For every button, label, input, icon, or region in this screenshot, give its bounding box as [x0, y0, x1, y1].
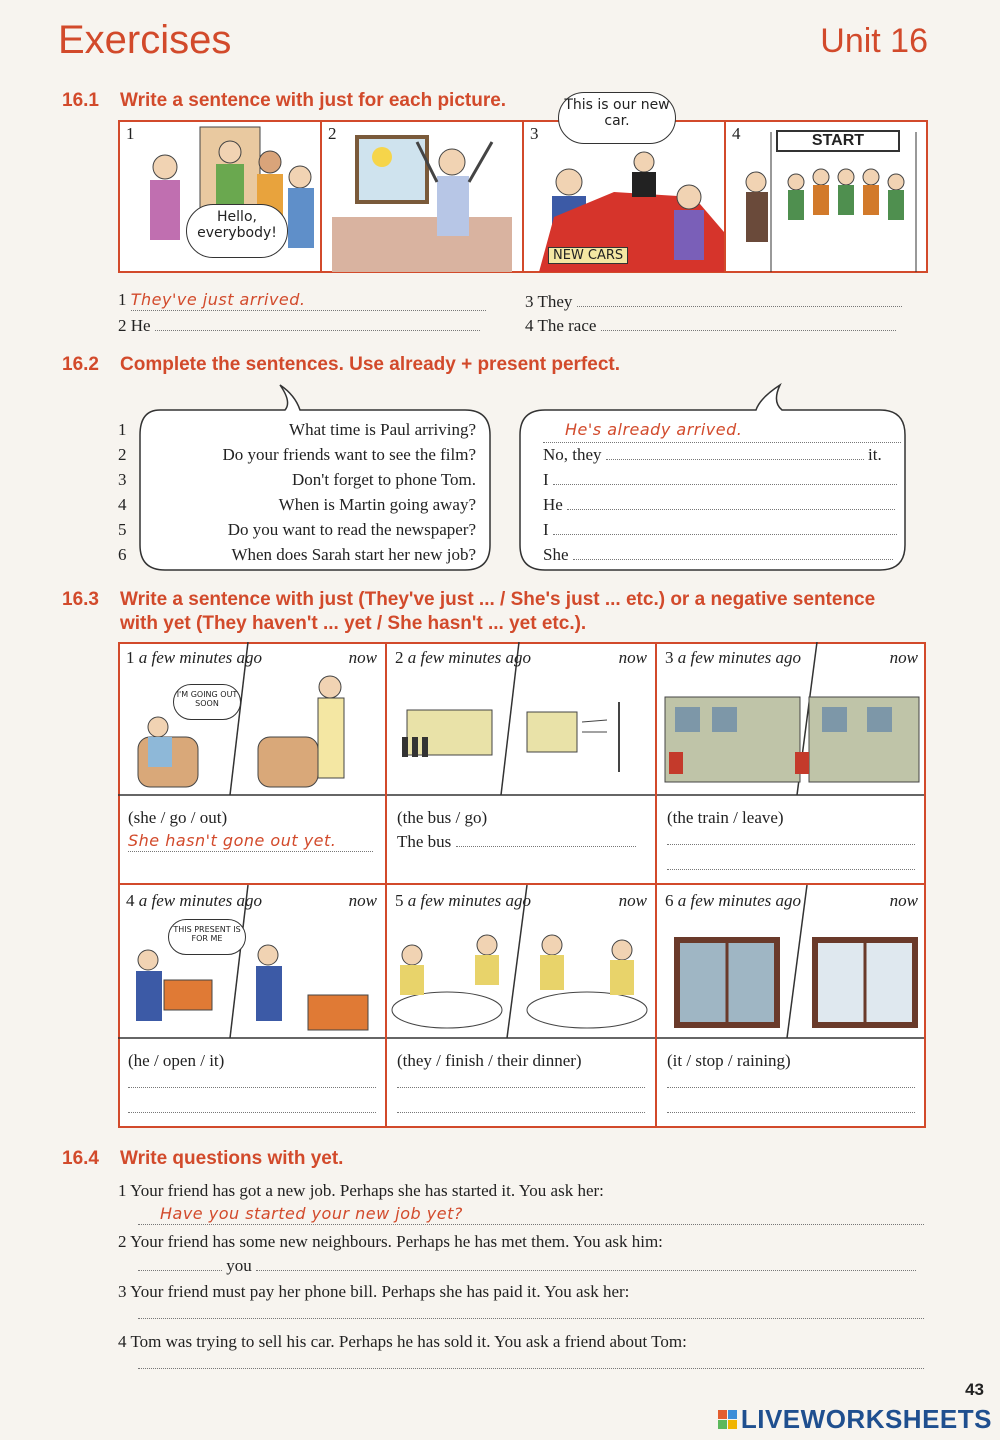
brand-name: LIVEWORKSHEETS: [740, 1404, 992, 1434]
brand-logo-icon: [718, 1410, 737, 1429]
answer-line[interactable]: They've just arrived.: [131, 290, 486, 311]
picture-2: 2: [322, 122, 524, 271]
answer-line[interactable]: [397, 1087, 645, 1088]
exercise-heading-16-1: 16.1 Write a sentence with just for each picture.: [62, 90, 507, 111]
answer-line[interactable]: [577, 306, 902, 307]
grid-cell-5: 5 a few minutes ago now (they / finish / their dinner): [387, 885, 657, 1128]
question-16-4-2: 2 Your friend has some new neighbours. Perhaps he has met them. You ask him:: [118, 1232, 663, 1251]
grid-cell-1: 1 a few minutes ago now I'M GOING OUT SOON (she / go / out) She hasn't gone out yet.: [118, 642, 387, 885]
answer-line[interactable]: [553, 484, 897, 485]
start-banner: START: [776, 130, 900, 152]
answer-line[interactable]: [128, 1112, 376, 1113]
liveworksheets-logo: [718, 1404, 992, 1435]
picture-1: 1 Hello, everybody!: [120, 122, 322, 271]
speech-bubble-present: THIS PRESENT IS FOR ME: [168, 919, 246, 955]
answer-line[interactable]: [138, 1368, 924, 1369]
exercise-heading-16-2: 16.2 Complete the sentences. Use already + present perfect.: [62, 354, 621, 375]
answer-line[interactable]: She hasn't gone out yet.: [128, 831, 373, 852]
grid-cell-3: 3 a few minutes ago now (the train / leave): [657, 642, 926, 885]
page-title: Exercises: [58, 18, 232, 62]
picture-4: 4 START: [726, 122, 926, 271]
grid-cell-2: 2 a few minutes ago now (the bus / go) The bus: [387, 642, 657, 885]
answer-line[interactable]: Have you started your new job yet?: [138, 1204, 924, 1225]
wakeup-illustration: [322, 122, 522, 272]
answer-line[interactable]: [573, 559, 893, 560]
unit-label: Unit 16: [820, 22, 928, 60]
exercise-heading-16-4: 16.4 Write questions with yet.: [62, 1148, 344, 1169]
new-cars-sign: NEW CARS: [548, 247, 628, 264]
answer-line[interactable]: [456, 846, 636, 847]
answer-line[interactable]: [256, 1270, 916, 1271]
answer-line[interactable]: [138, 1270, 222, 1271]
answer-line[interactable]: [667, 1087, 915, 1088]
answer-16-1-4: 4 The race: [525, 316, 925, 336]
grid-cell-4: 4 a few minutes ago now THIS PRESENT IS FOR ME (he / open / it): [118, 885, 387, 1128]
question-numbers-16-2: 1 2 3 4 5 6: [118, 420, 127, 564]
answer-line[interactable]: [397, 1112, 645, 1113]
exercise-heading-16-3: 16.3 Write a sentence with just (They've just ... / She's just ... etc.) or a negative sentence with yet (They haven't ... yet / She hasn't ... yet etc.).: [62, 589, 876, 634]
answer-line[interactable]: [567, 509, 895, 510]
picture-strip: [118, 120, 928, 273]
question-16-4-4: 4 Tom was trying to sell his car. Perhaps he has sold it. You ask a friend about Tom:: [118, 1332, 687, 1351]
speech-bubble-hello: Hello, everybody!: [186, 204, 288, 258]
answer-line[interactable]: [553, 534, 897, 535]
answer-line[interactable]: [667, 1112, 915, 1113]
answer-line[interactable]: [128, 1087, 376, 1088]
answer-line[interactable]: [601, 330, 896, 331]
page-number: 43: [965, 1380, 984, 1399]
questions-16-2: What time is Paul arriving? Do your friends want to see the film? Don't forget to phone Tom. When is Martin going away? Do you want to read the newspaper? When does Sarah start her new job?: [222, 420, 476, 564]
answer-16-1-2: 2 He: [118, 316, 503, 336]
answer-16-1-1: 1 They've just arrived.: [118, 290, 503, 311]
answer-line[interactable]: [155, 330, 480, 331]
answer-line[interactable]: [667, 869, 915, 870]
speech-bubble-going-out: I'M GOING OUT SOON: [173, 684, 241, 720]
grid-cell-6: 6 a few minutes ago now (it / stop / raining): [657, 885, 926, 1128]
answer-line[interactable]: [138, 1318, 924, 1319]
answer-16-1-3: 3 They: [525, 292, 925, 312]
answers-16-2: He's already arrived. No, they it. I He I She: [543, 417, 905, 567]
speech-bubble-new-car: This is our new car.: [558, 92, 676, 144]
answer-line[interactable]: [667, 844, 915, 845]
question-16-4-1: 1 Your friend has got a new job. Perhaps she has started it. You ask her:: [118, 1181, 604, 1200]
picture-3: 3 NEW CARS: [524, 122, 726, 271]
answer-line[interactable]: He's already arrived.: [543, 417, 901, 443]
question-16-4-3: 3 Your friend must pay her phone bill. Perhaps she has paid it. You ask her:: [118, 1282, 630, 1301]
answer-line[interactable]: [606, 459, 864, 460]
